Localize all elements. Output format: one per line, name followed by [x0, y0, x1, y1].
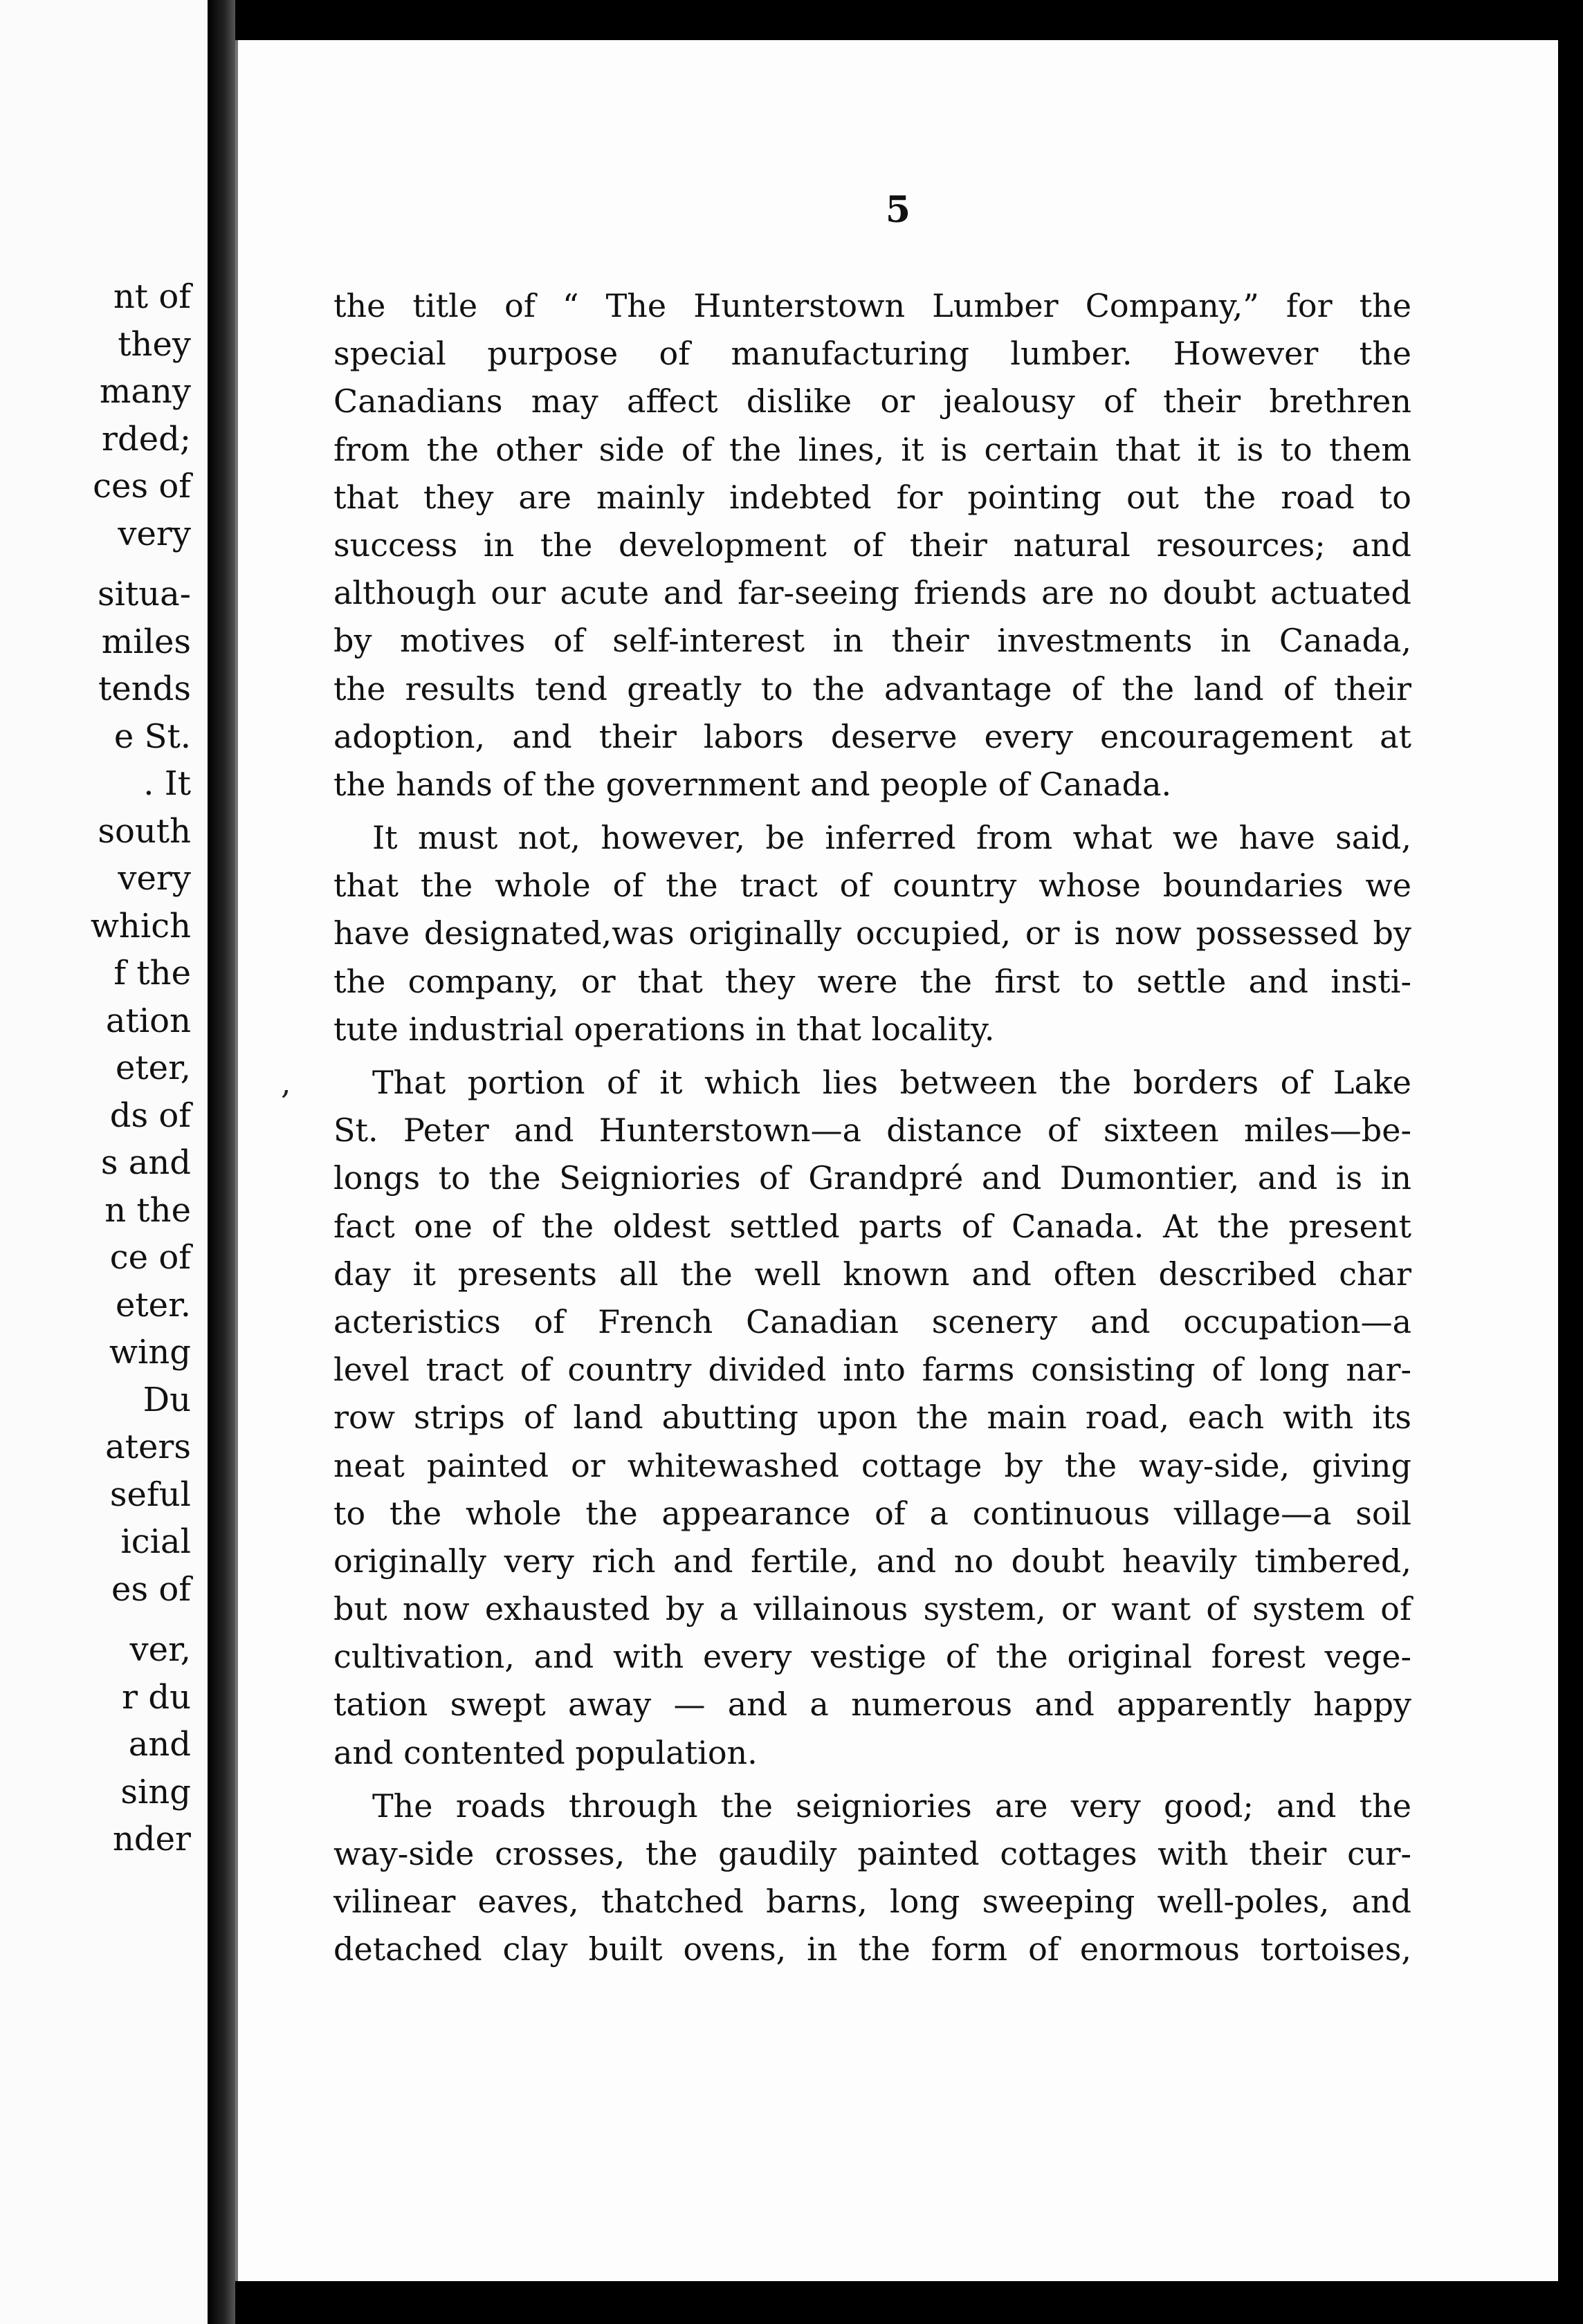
left-page-line: ds of — [109, 1096, 191, 1135]
text-line: success in the development of their natural resources; and — [333, 526, 1411, 564]
text-line: level tract of country divided into farms consisting of long nar- — [333, 1351, 1411, 1389]
left-page-line: wing — [109, 1333, 191, 1372]
left-page-line: seful — [109, 1475, 191, 1514]
text-line: row strips of land abutting upon the main road, each with its — [333, 1399, 1411, 1437]
text-line: by motives of self-interest in their investments in Canada, — [333, 622, 1411, 660]
text-line: from the other side of the lines, it is certain that it is to them — [333, 430, 1411, 468]
left-page-line: nt of — [113, 277, 191, 316]
body-text — [333, 282, 1411, 1980]
left-page-line: es of — [111, 1569, 191, 1609]
text-line: special purpose of manufacturing lumber. However the — [333, 335, 1411, 373]
text-line: fact one of the oldest settled parts of Canada. At the present — [333, 1207, 1411, 1245]
text-line: the results tend greatly to the advantage of the land of their — [333, 670, 1411, 708]
text-line: acteristics of French Canadian scenery and occupation—a — [333, 1302, 1411, 1340]
left-page-line: tends — [98, 670, 191, 708]
left-page-line: rded; — [102, 419, 191, 459]
left-page-line: many — [99, 372, 191, 411]
text-line: The roads through the seigniories are very good; and the — [372, 1787, 1411, 1825]
left-page-line: e St. — [113, 717, 191, 756]
text-line: tation swept away — and a numerous and apparently happy — [333, 1686, 1411, 1724]
text-line: the title of “ The Hunterstown Lumber Company,” for the — [333, 287, 1411, 324]
left-page-line: s and — [100, 1143, 191, 1182]
left-page-line: nder — [113, 1820, 191, 1859]
left-page-line: n the — [104, 1190, 191, 1230]
paragraph — [333, 814, 1411, 1053]
text-line: detached clay built ovens, in the form of enormous tortoises, — [333, 1930, 1411, 1968]
left-page-line: south — [98, 811, 191, 851]
paragraph — [333, 1782, 1411, 1974]
text-line: That portion of it which lies between the borders of Lake — [372, 1064, 1411, 1101]
text-line: day it presents all the well known and often described char — [333, 1255, 1411, 1293]
text-line: to the whole the appearance of a continuous village—a soil — [333, 1494, 1411, 1532]
text-line: and contented population. — [333, 1733, 758, 1771]
text-line: that the whole of the tract of country whose boundaries we — [333, 867, 1411, 905]
text-line: longs to the Seigniories of Grandpré and Dumontier, and is in — [333, 1159, 1411, 1197]
paragraph — [333, 282, 1411, 809]
main-page — [235, 40, 1558, 2281]
text-line: cultivation, and with every vestige of the original forest vege- — [333, 1638, 1411, 1676]
text-line: but now exhausted by a villainous system, or want of system of — [333, 1590, 1411, 1628]
left-page-line: ation — [105, 1001, 191, 1040]
book-gutter — [208, 0, 235, 2324]
text-line: the company, or that they were the first to settle and insti- — [333, 962, 1411, 1000]
left-page-line: Du — [143, 1380, 191, 1419]
text-line: It must not, however, be inferred from what we have said, — [372, 819, 1411, 857]
left-page-line: and — [128, 1725, 191, 1764]
left-page-line: . It — [143, 764, 191, 803]
left-page-line: they — [118, 324, 191, 364]
left-page-line: very — [118, 859, 191, 898]
text-line: that they are mainly indebted for pointing out the road to — [333, 478, 1411, 516]
left-page-line: ces of — [93, 467, 191, 506]
left-page-line: miles — [101, 622, 191, 661]
left-page-line: very — [118, 514, 191, 553]
left-page-line: f the — [113, 954, 191, 993]
text-line: way-side crosses, the gaudily painted cottages with their cur- — [333, 1835, 1411, 1872]
left-page-line: ver, — [129, 1630, 191, 1669]
text-line: neat painted or whitewashed cottage by the way-side, giving — [333, 1446, 1411, 1484]
left-page-line: eter. — [115, 1285, 191, 1325]
left-page-line: situa- — [97, 575, 191, 614]
text-line: St. Peter and Hunterstown—a distance of sixteen miles—be- — [333, 1112, 1411, 1150]
left-page-line: icial — [120, 1522, 191, 1561]
text-line: tute industrial operations in that locality. — [333, 1010, 995, 1048]
text-line: adoption, and their labors deserve every encouragement at — [333, 717, 1411, 755]
left-page-line: sing — [120, 1772, 191, 1811]
paragraph — [333, 1059, 1411, 1777]
left-page-line: aters — [105, 1428, 191, 1466]
text-line: Canadians may affect dislike or jealousy of their brethren — [333, 382, 1411, 421]
text-line: originally very rich and fertile, and no doubt heavily timbered, — [333, 1542, 1411, 1580]
text-line: the hands of the government and people of Canada. — [333, 765, 1172, 803]
left-page-line: r du — [122, 1677, 191, 1717]
left-page-line: which — [90, 906, 191, 946]
text-line: have designated,was originally occupied, or is now possessed by — [333, 914, 1411, 952]
page-number: 5 — [885, 189, 911, 231]
text-line: vilinear eaves, thatched barns, long sweeping well-poles, and — [333, 1883, 1411, 1921]
left-page-line: eter, — [115, 1049, 191, 1087]
left-page-line: ce of — [109, 1238, 191, 1277]
left-page-text-fragments — [0, 273, 191, 1863]
text-line: although our acute and far-seeing friends are no doubt actuated — [333, 574, 1411, 612]
left-facing-page — [0, 0, 208, 2324]
ink-speck: , — [281, 1064, 291, 1101]
